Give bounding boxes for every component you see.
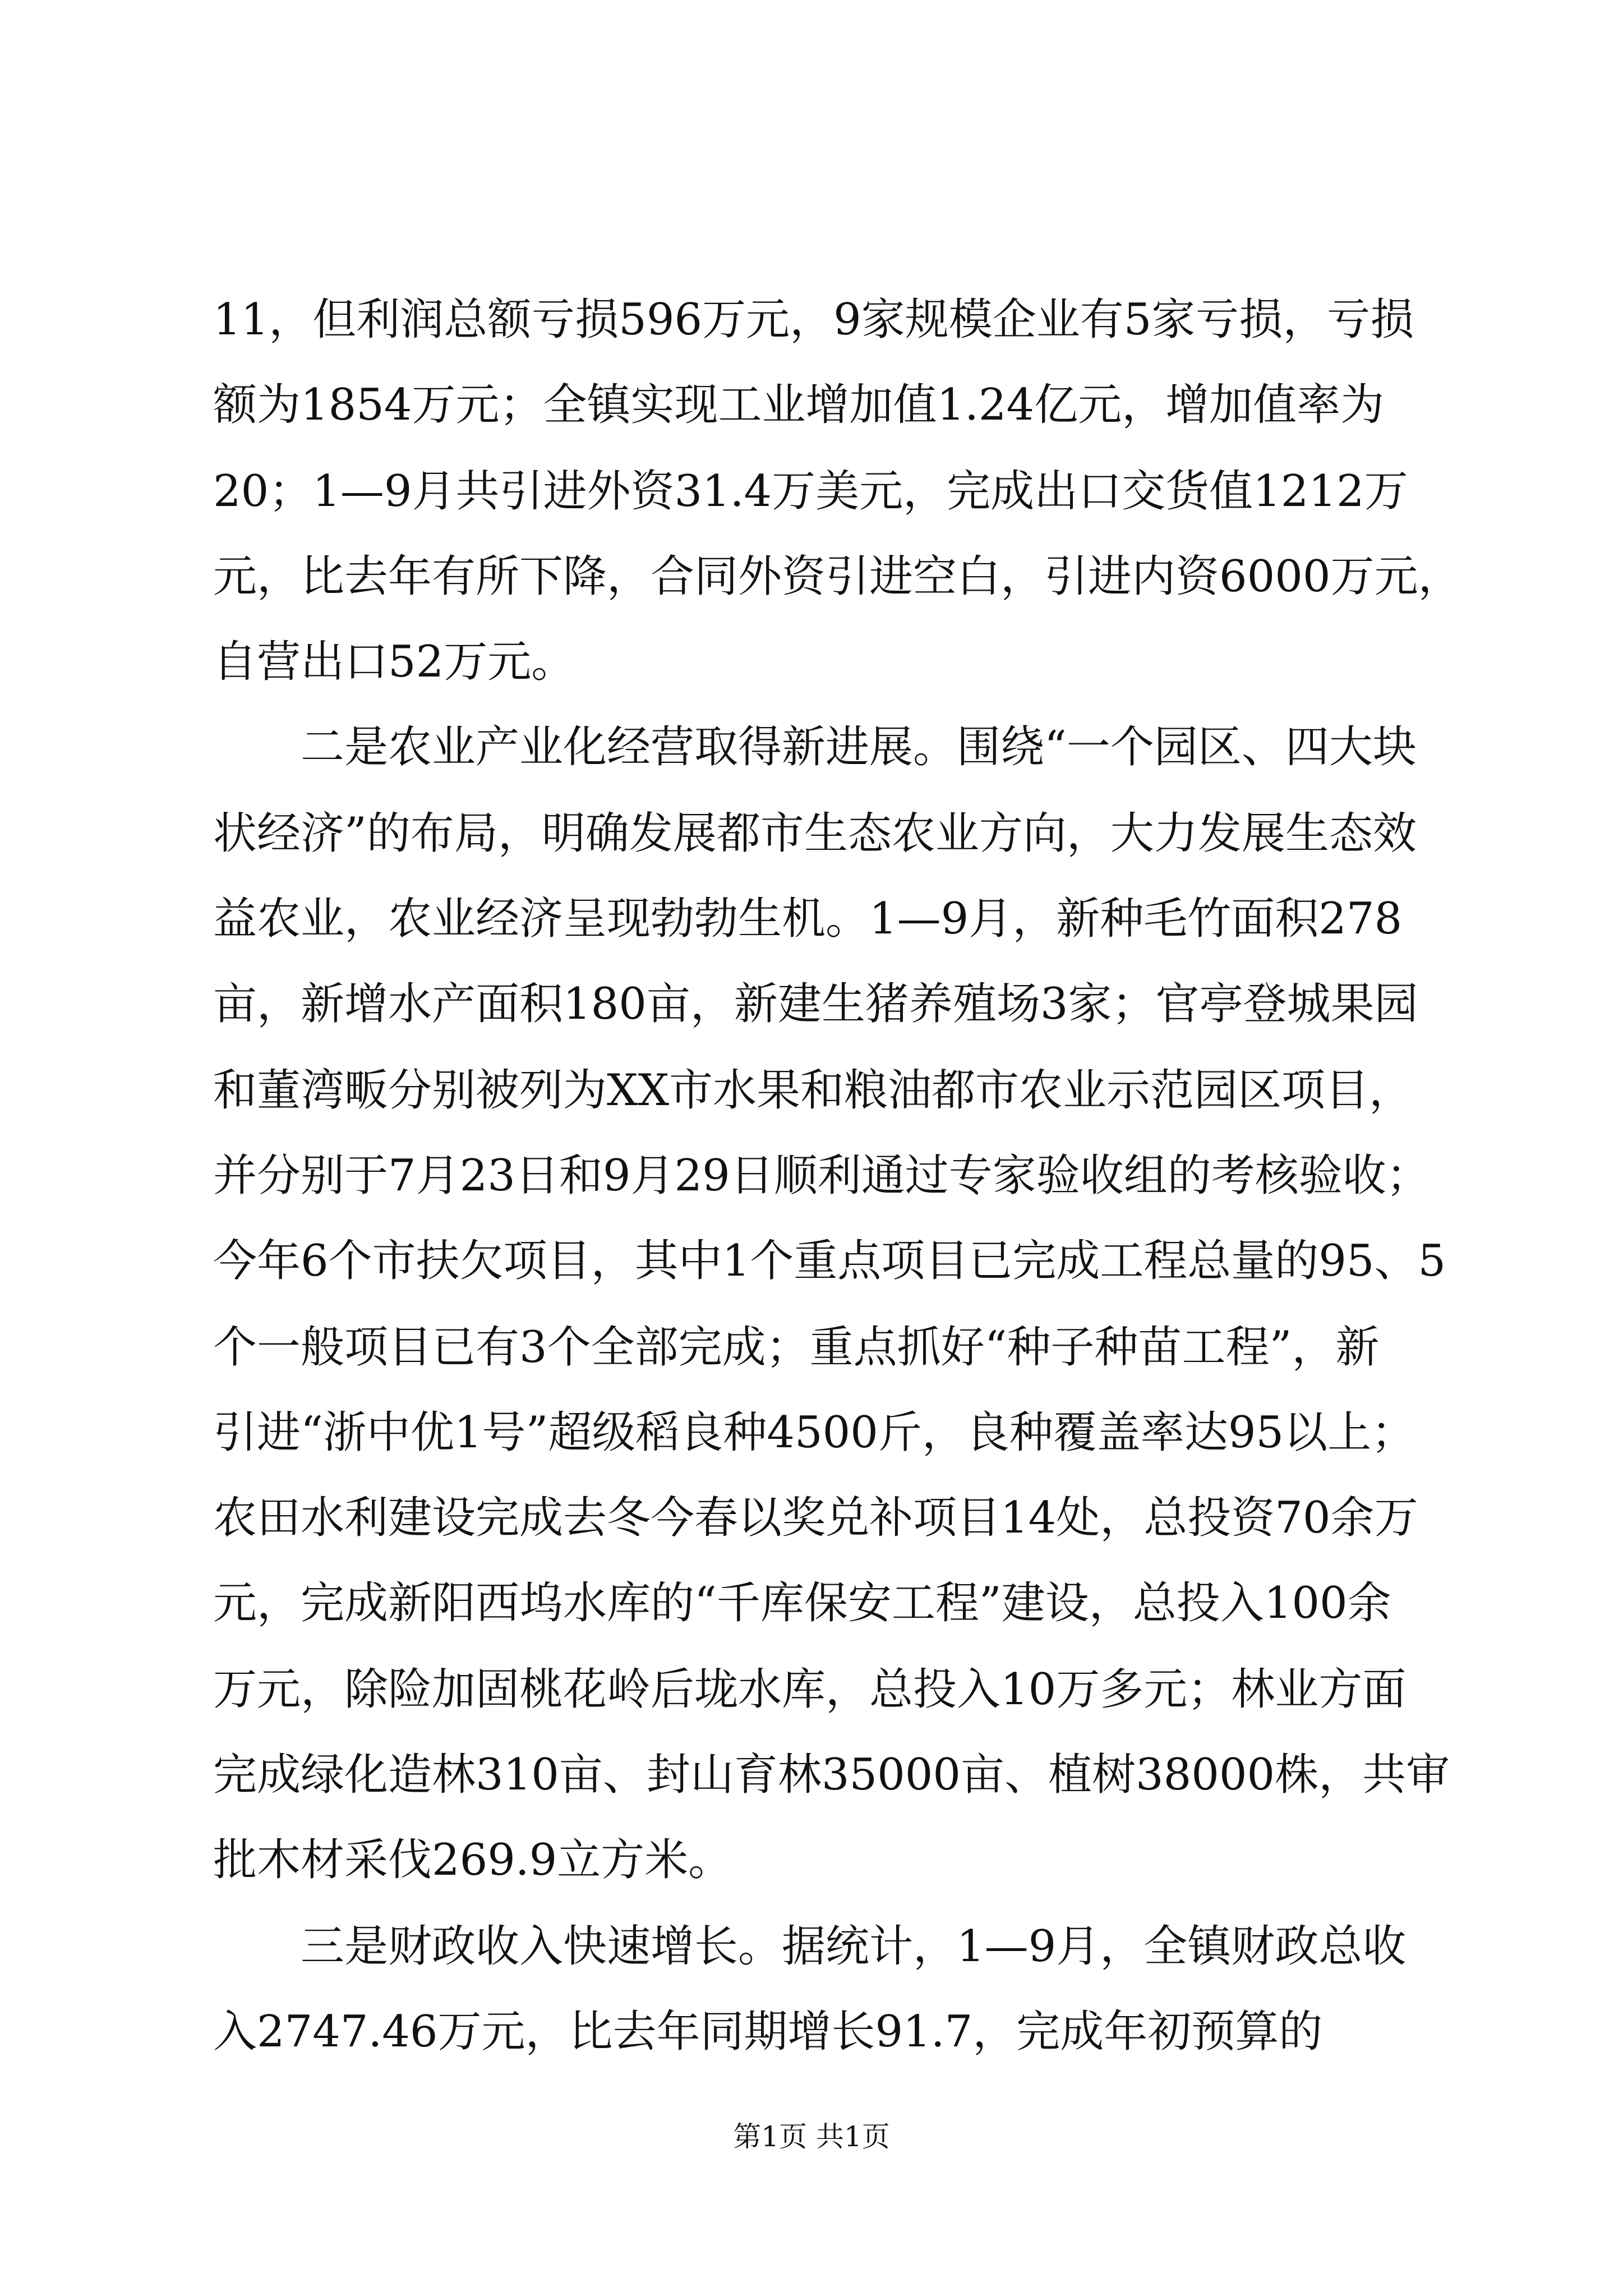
page-footer: 第1页 共1页: [733, 2120, 890, 2153]
text-line-14: 引进“浙中优1号”超级稻良种4500斤，良种覆盖率达95以上；: [213, 1407, 1415, 1458]
text-line-2: 额为1854万元；全镇实现工业增加值1.24亿元，增加值率为: [213, 380, 1385, 430]
text-line-13: 个一般项目已有3个全部完成；重点抓好“种子种苗工程”，新: [213, 1322, 1380, 1373]
text-line-12: 今年6个市扶欠项目，其中1个重点项目已完成工程总量的95、5: [213, 1236, 1446, 1286]
text-line-5: 自营出口52万元。: [213, 637, 575, 687]
text-line-16: 元，完成新阳西坞水库的“千库保安工程”建设，总投入100余: [213, 1578, 1391, 1628]
text-line-6: 二是农业产业化经营取得新进展。围绕“一个园区、四大块: [213, 722, 1417, 772]
text-line-1: 11，但利润总额亏损596万元，9家规模企业有5家亏损，亏损: [213, 295, 1414, 345]
text-line-20: 三是财政收入快速增长。据统计，1—9月，全镇财政总收: [213, 1921, 1407, 1972]
text-line-15: 农田水利建设完成去冬今春以奖兑补项目14处，总投资70余万: [213, 1493, 1418, 1543]
text-line-21: 入2747.46万元，比去年同期增长91.7，完成年初预算的: [213, 2007, 1323, 2057]
text-line-3: 20；1—9月共引进外资31.4万美元，完成出口交货值1212万: [213, 466, 1408, 517]
text-line-11: 并分别于7月23日和9月29日顺利通过专家验收组的考核验收；: [213, 1151, 1430, 1201]
text-line-4: 元，比去年有所下降，合同外资引进空白，引进内资6000万元，: [213, 551, 1462, 602]
text-line-17: 万元，除险加固桃花岭后垅水库，总投入10万多元；林业方面: [213, 1664, 1407, 1715]
text-line-9: 亩，新增水产面积180亩，新建生猪养殖场3家；官亭登城果园: [213, 979, 1418, 1029]
text-line-18: 完成绿化造林310亩、封山育林35000亩、植树38000株，共审: [213, 1750, 1450, 1800]
text-line-19: 批木材采伐269.9立方米。: [213, 1835, 732, 1885]
text-line-10: 和董湾畈分别被列为XX市水果和粮油都市农业示范园区项目，: [213, 1065, 1413, 1116]
text-line-7: 状经济”的布局，明确发展都市生态农业方向，大力发展生态效: [213, 808, 1417, 859]
text-line-8: 益农业，农业经济呈现勃勃生机。1—9月，新种毛竹面积278: [213, 894, 1403, 944]
